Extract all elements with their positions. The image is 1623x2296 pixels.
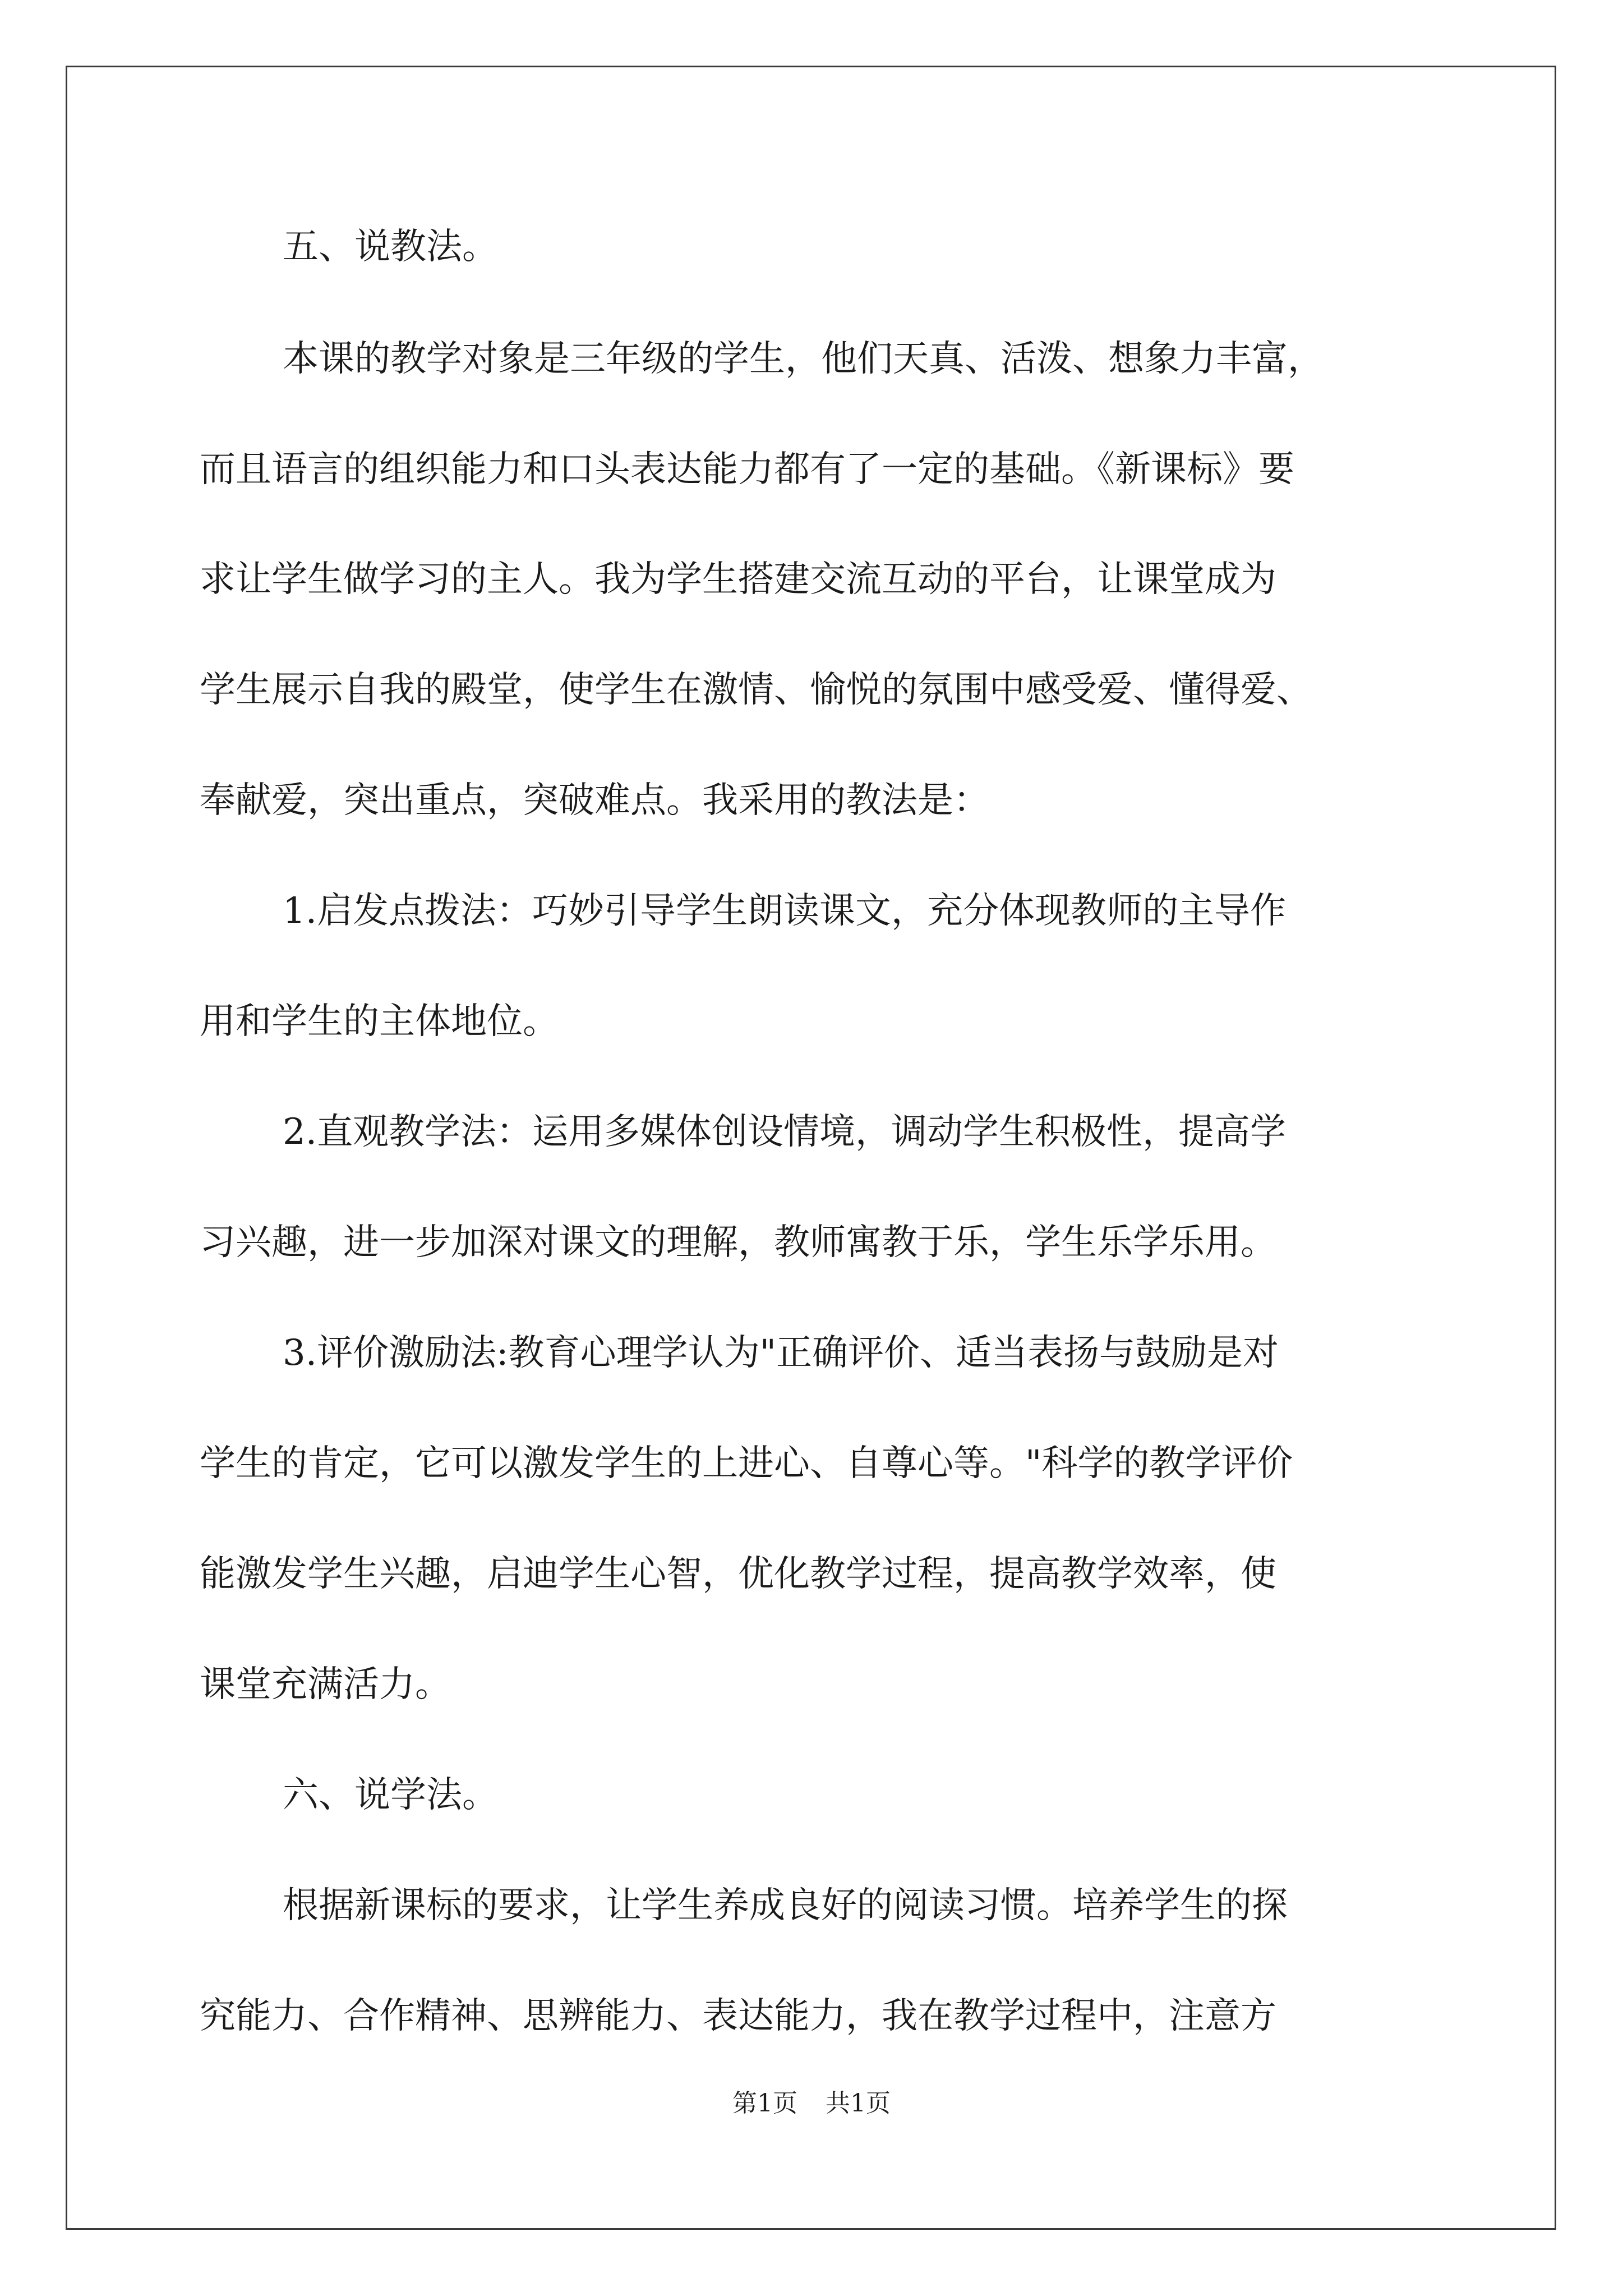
list-item-line: 学生的肯定，它可以激发学生的上进心、自尊心等。"科学的教学评价: [200, 1443, 1293, 1484]
paragraph-line: 求让学生做学习的主人。我为学生搭建交流互动的平台，让课堂成为: [200, 559, 1276, 600]
paragraph-line: 究能力、合作精神、思辨能力、表达能力，我在教学过程中，注意方: [200, 1995, 1276, 2037]
section-heading-learning-method: 六、说学法。: [283, 1774, 498, 1816]
page-footer: [0, 2087, 1623, 2120]
page-total: 共1页: [826, 2089, 891, 2118]
list-item-line: 3.评价激励法:教育心理学认为"正确评价、适当表扬与鼓励是对: [283, 1332, 1279, 1374]
paragraph-line: 根据新课标的要求，让学生养成良好的阅读习惯。培养学生的探: [283, 1885, 1288, 1926]
list-item-line: 用和学生的主体地位。: [200, 1001, 559, 1042]
section-heading-teaching-method: 五、说教法。: [283, 226, 498, 268]
paragraph-line: 奉献爱，突出重点，突破难点。我采用的教法是：: [200, 780, 989, 821]
list-item-line: 2.直观教学法：运用多媒体创设情境，调动学生积极性，提高学: [283, 1111, 1287, 1153]
page-number: 第1页: [732, 2089, 797, 2118]
paragraph-line: 学生展示自我的殿堂，使学生在激情、愉悦的氛围中感受爱、懂得爱、: [200, 669, 1312, 711]
paragraph-line: 本课的教学对象是三年级的学生，他们天真、活泼、想象力丰富，: [283, 338, 1324, 380]
list-item-line: 能激发学生兴趣，启迪学生心智，优化教学过程，提高教学效率，使: [200, 1553, 1276, 1595]
list-item-line: 习兴趣，进一步加深对课文的理解，教师寓教于乐，学生乐学乐用。: [200, 1222, 1276, 1263]
list-item-line: 1.启发点拨法：巧妙引导学生朗读课文，充分体现教师的主导作: [283, 890, 1287, 932]
paragraph-line: 而且语言的组织能力和口头表达能力都有了一定的基础。《新课标》要: [200, 449, 1294, 490]
list-item-line: 课堂充满活力。: [200, 1664, 451, 1705]
